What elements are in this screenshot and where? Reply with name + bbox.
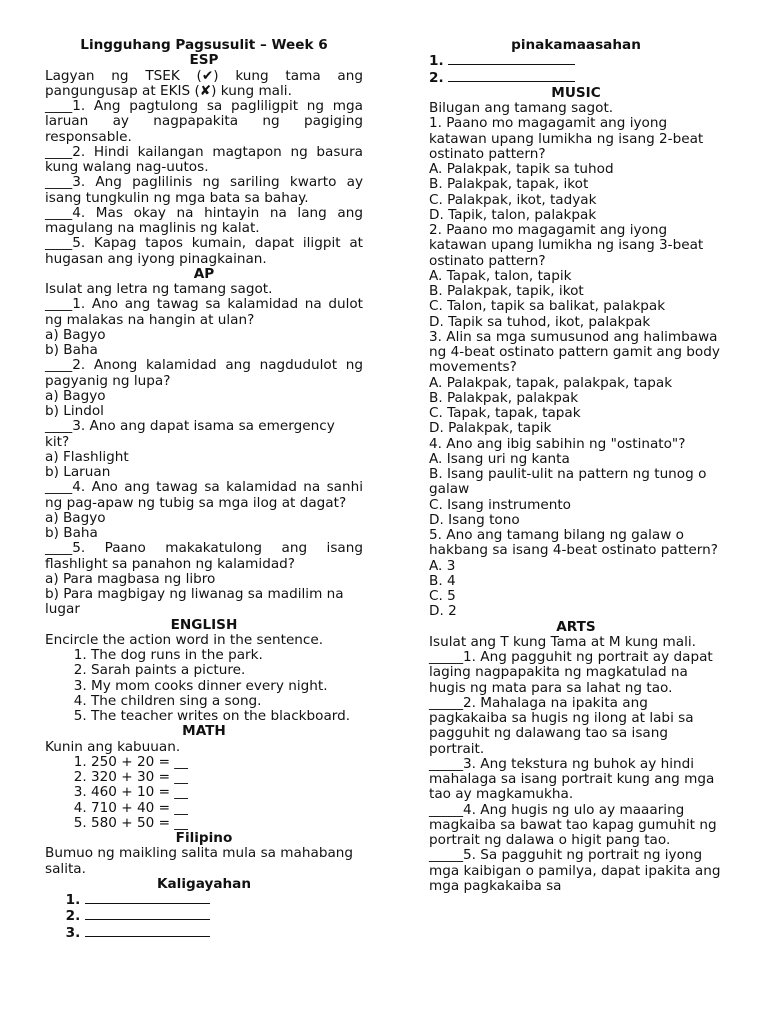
- blank-line: [448, 70, 575, 82]
- math-item: 2. 320 + 30 = __: [91, 770, 363, 785]
- arts-heading: ARTS: [556, 618, 596, 635]
- music-line: A. Palakpak, tapik sa tuhod: [429, 161, 614, 177]
- music-line: C. 5: [429, 588, 456, 604]
- esp-item: ____1. Ang pagtulong sa pagliligpit ng mga laruan ay nagpapakita ng pagiging responsable.: [45, 98, 363, 145]
- blank-line: [448, 53, 575, 65]
- english-item: 4. The children sing a song.: [91, 694, 363, 709]
- music-line: A. Tapak, talon, tapik: [429, 267, 572, 284]
- right-column: [429, 38, 723, 894]
- answer-blank: [429, 70, 723, 86]
- music-line: 2. Paano mo magagamit ang iyong katawan upang lumikha ng isang 3-beat ostinato pattern?: [429, 222, 704, 269]
- arts-item: _____3. Ang tekstura ng buhok ay hindi mahalaga sa isang portrait kung ang mga tao ay magkamukha.: [429, 755, 715, 803]
- music-line: C. Tapak, tapak, tapak: [429, 405, 581, 421]
- music-line: D. Palakpak, tapik: [429, 420, 552, 437]
- pinakamaasahan-word: pinakamaasahan: [511, 37, 641, 53]
- arts-instruction: Isulat ang T kung Tama at M kung mali.: [429, 633, 697, 650]
- math-item: 4. 710 + 40 = __: [91, 801, 363, 816]
- ap-line: b) Para magbigay ng liwanag sa madilim na lugar: [45, 586, 344, 618]
- filipino-instruction: Bumuo ng maikling salita mula sa mahabang salita.: [45, 845, 354, 877]
- ap-line: a) Para magbasa ng libro: [45, 570, 216, 587]
- music-line: D. Tapik, talon, palakpak: [429, 206, 597, 223]
- arts-item: _____4. Ang hugis ng ulo ay maaaring magkaiba sa bawat tao kapag gumuhit ng portrait ng dalawa o higit pang tao.: [429, 801, 717, 848]
- ap-line: b) Baha: [45, 342, 98, 358]
- music-line: 4. Ano ang ibig sabihin ng "ostinato"?: [429, 435, 686, 452]
- music-line: D. Isang tono: [429, 511, 520, 528]
- music-heading: MUSIC: [551, 84, 601, 101]
- music-line: 3. Alin sa mga sumusunod ang halimbawa ng 4-beat ostinato pattern gamit ang body movements?: [429, 328, 720, 376]
- esp-item: ____4. Mas okay na hintayin na lang ang magulang na maglinis ng kalat.: [45, 204, 363, 236]
- math-instruction: Kunin ang kabuuan.: [45, 738, 181, 755]
- answer-blank: [85, 892, 363, 908]
- blank-number: 1.: [429, 53, 444, 70]
- ap-line: b) Baha: [45, 525, 98, 541]
- english-heading: ENGLISH: [170, 616, 238, 633]
- left-column: [45, 38, 363, 941]
- ap-line: ____2. Anong kalamidad ang nagdudulot ng pagyanig ng lupa?: [45, 357, 363, 389]
- music-line: B. Palakpak, tapak, ikot: [429, 176, 589, 193]
- blank-line: [85, 908, 210, 920]
- music-line: A. 3: [429, 557, 456, 574]
- esp-item: ____3. Ang paglilinis ng sariling kwarto ay isang tungkulin ng mga bata sa bahay.: [45, 174, 363, 206]
- blank-line: [85, 892, 210, 904]
- music-line: B. Palakpak, palakpak: [429, 389, 579, 406]
- arts-item: _____5. Sa pagguhit ng portrait ng iyong mga kaibigan o pamilya, dapat ipakita ang mga pagkakaiba sa: [429, 847, 721, 894]
- kaligayahan-answer-list: [45, 892, 363, 941]
- music-line: B. Isang paulit-ulit na pattern ng tunog o galaw: [429, 466, 707, 498]
- kaligayahan-heading: Kaligayahan: [156, 875, 252, 892]
- music-line: A. Palakpak, tapak, palakpak, tapak: [429, 374, 673, 391]
- music-line: B. 4: [429, 572, 456, 589]
- esp-item: ____2. Hindi kailangan magtapon ng basura kung walang nag-uutos.: [45, 143, 363, 175]
- ap-line: ____5. Paano makakatulong ang isang flashlight sa panahon ng kalamidad?: [45, 540, 363, 572]
- music-line: D. Tapik sa tuhod, ikot, palakpak: [429, 313, 651, 330]
- music-instruction: Bilugan ang tamang sagot.: [429, 100, 614, 116]
- ap-line: ____3. Ano ang dapat isama sa emergency kit?: [45, 418, 335, 450]
- worksheet-title: Lingguhang Pagsusulit – Week 6: [80, 37, 328, 53]
- music-line: B. Palakpak, tapik, ikot: [429, 283, 584, 299]
- ap-line: ____1. Ano ang tawag sa kalamidad na dulot ng malakas na hangin at ulan?: [45, 296, 363, 328]
- math-item: 5. 580 + 50 = __: [91, 816, 363, 831]
- arts-item: _____1. Ang pagguhit ng portrait ay dapat laging nagpapakita ng magkatulad na hugis ng mata para sa lahat ng tao.: [429, 649, 713, 696]
- blank-line: [85, 925, 210, 937]
- esp-item: ____5. Kapag tapos kumain, dapat iligpit at hugasan ang iyong pinagkainan.: [45, 235, 363, 267]
- answer-blank: [85, 925, 363, 941]
- answer-blank: [429, 53, 723, 69]
- english-list: [45, 648, 363, 724]
- ap-line: b) Lindol: [45, 403, 104, 419]
- music-line: A. Isang uri ng kanta: [429, 450, 570, 467]
- math-item: 1. 250 + 20 = __: [91, 755, 363, 770]
- english-item: 5. The teacher writes on the blackboard.: [91, 709, 363, 724]
- math-heading: MATH: [182, 723, 226, 740]
- ap-line: a) Flashlight: [45, 448, 129, 465]
- esp-instruction: Lagyan ng TSEK (✔) kung tama ang pangungusap at EKIS (✘) kung mali.: [45, 67, 363, 99]
- music-line: 5. Ano ang tamang bilang ng galaw o hakbang sa isang 4-beat ostinato pattern?: [429, 527, 718, 559]
- arts-item: _____2. Mahalaga na ipakita ang pagkakaiba sa hugis ng ilong at labi sa pagguhit ng dalawang tao sa isang portrait.: [429, 694, 694, 757]
- ap-line: a) Bagyo: [45, 387, 106, 404]
- english-item: 1. The dog runs in the park.: [91, 648, 363, 663]
- math-item: 3. 460 + 10 = __: [91, 785, 363, 800]
- ap-line: b) Laruan: [45, 464, 111, 480]
- music-line: C. Isang instrumento: [429, 496, 571, 513]
- ap-line: a) Bagyo: [45, 326, 106, 343]
- music-line: 1. Paano mo magagamit ang iyong katawan upang lumikha ng isang 2-beat ostinato pattern?: [429, 115, 704, 162]
- filipino-heading: Filipino: [175, 830, 233, 846]
- music-line: C. Palakpak, ikot, tadyak: [429, 191, 597, 208]
- english-item: 2. Sarah paints a picture.: [91, 663, 363, 678]
- music-line: D. 2: [429, 603, 457, 620]
- english-item: 3. My mom cooks dinner every night.: [91, 679, 363, 694]
- esp-heading: ESP: [189, 52, 219, 69]
- math-list: [45, 755, 363, 831]
- music-line: C. Talon, tapik sa balikat, palakpak: [429, 298, 666, 315]
- answer-blank: [85, 908, 363, 924]
- ap-instruction: Isulat ang letra ng tamang sagot.: [45, 281, 273, 297]
- blank-number: 2.: [429, 69, 444, 86]
- ap-line: a) Bagyo: [45, 509, 106, 526]
- ap-heading: AP: [193, 265, 215, 282]
- english-instruction: Encircle the action word in the sentence.: [45, 631, 324, 648]
- ap-line: ____4. Ano ang tawag sa kalamidad na sanhi ng pag-apaw ng tubig sa mga ilog at dagat?: [45, 479, 363, 511]
